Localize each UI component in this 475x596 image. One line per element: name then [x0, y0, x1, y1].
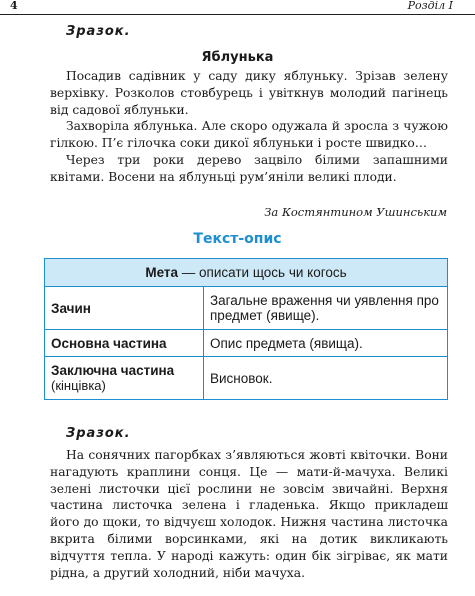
table-content-cell: Опис предмета (явища).: [204, 330, 448, 357]
part-name: Заключна частина: [51, 363, 175, 378]
part-name: Основна частина: [51, 335, 167, 351]
table-header-bold: Мета: [145, 265, 179, 280]
story-paragraph: Посадив садівник у саду дику яблуньку. Зрізав зелену верхівку. Розколов стовбурець і увіткнув молодий пагінець від садової яблуньки.: [50, 69, 448, 117]
story-paragraph: Захворіла яблунька. Але скоро одужала й зросла з чужою гілкою. П’є гілочка соки дикої яблуньки і росте швидко…: [50, 119, 448, 151]
story-paragraph: Через три роки дерево зацвіло білими запашними квітами. Восени на яблуньці рум’яніли великі плоди.: [50, 152, 448, 184]
table-part-cell: [45, 287, 204, 330]
sample-label: Зразок.: [66, 24, 131, 39]
section-heading: Текст-опис: [193, 231, 282, 247]
table-header-row: [45, 259, 448, 287]
table-part-cell: [45, 357, 204, 400]
table-header-cell: [45, 259, 448, 287]
table-row: [45, 330, 448, 357]
sample-paragraph: На сонячних пагорбках з’являються жовті квіточки. Вони нагадують краплини сонця. Це — мати-й-мачуха. Великі зелені листочки цієї рослини не зовсім звичайні. Верхня частина листочка зелена і гладенька. Якщо прикладеш його до щоки, то відчуєш холодок. Нижня частина листочка вкрита білими ворсинками, які на дотик викликають відчуття тепла. У народі кажуть: один бік зігріває, як мати рідна, а другий холодний, ніби мачуха.: [50, 448, 448, 580]
table-row: [45, 357, 448, 400]
part-name: Зачин: [51, 300, 91, 316]
table-content-cell: Загальне враження чи уявлення про предмет (явище).: [204, 287, 448, 330]
sample-label: Зразок.: [66, 426, 131, 441]
story-title: Яблунька: [201, 50, 274, 65]
table-part-cell: [45, 330, 204, 357]
story-author: За Костянтином Ушинським: [264, 205, 447, 219]
part-note: (кінцівка): [51, 378, 106, 393]
text-structure-table: [44, 258, 448, 400]
page-number: 4: [10, 0, 18, 12]
page-header: [0, 0, 475, 15]
story-text: [50, 68, 448, 186]
section-title: Розділ I: [407, 0, 453, 12]
table-content-cell: Висновок.: [204, 357, 448, 400]
table-row: [45, 287, 448, 330]
table-header-text: — описати щось чи когось: [178, 265, 347, 280]
sample-text: [50, 447, 448, 581]
